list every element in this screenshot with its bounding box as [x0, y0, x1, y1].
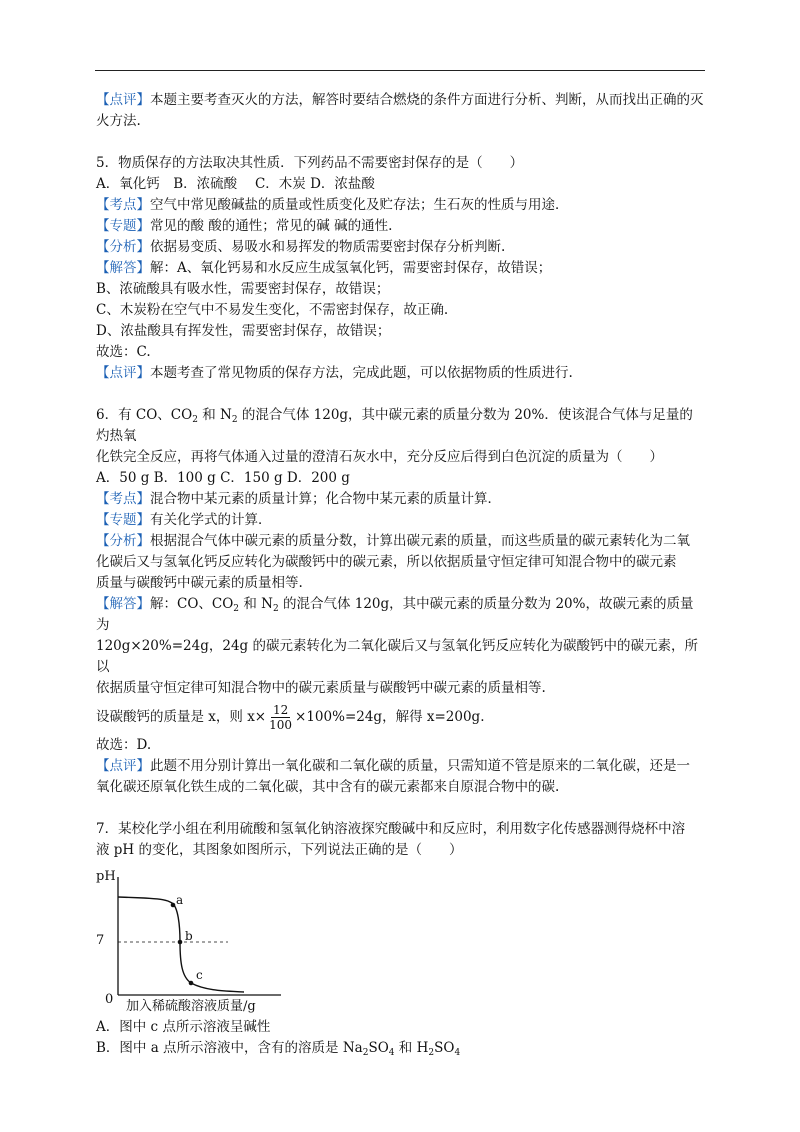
q6-kaodian: 【考点】混合物中某元素的质量计算；化合物中某元素的质量计算．	[96, 491, 501, 507]
tag-zhuanti: 【专题】	[96, 512, 150, 528]
tag-fenxi: 【分析】	[96, 533, 150, 549]
q7-stem: 7．某校化学小组在利用硫酸和氢氧化钠溶液探究酸碱中和反应时，利用数字化传感器测得烧杯中溶	[96, 821, 686, 837]
q4-comment: 【点评】本题主要考查灭火的方法，解答时要结合燃烧的条件方面进行分析、判断，从而找出正确的灭	[96, 92, 704, 108]
tag-kaodian: 【考点】	[96, 491, 150, 507]
q6-stem-cont: 化铁完全反应，再将气体通入过量的澄清石灰水中，充分反应后得到白色沉淀的质量为（ ）	[96, 449, 663, 465]
tag-pingyu: 【点评】	[96, 92, 150, 108]
header-rule	[95, 70, 705, 71]
point-a-marker	[171, 903, 176, 908]
q6-jieda-cont1: 120g×20%=24g，24g 的碳元素转化为二氧化碳后又与氢氧化钙反应转化为碳酸钙中的碳元素，所以	[96, 638, 698, 675]
q6-options: A．50 g B．100 g C．150 g D．200 g	[96, 470, 350, 486]
q5-jieda: 【解答】解：A、氧化钙易和水反应生成氢氧化钙，需要密封保存，故错误；	[96, 260, 552, 276]
tag-jieda: 【解答】	[96, 260, 150, 276]
q5-line-b: B、浓硫酸具有吸水性，需要密封保存，故错误；	[96, 281, 390, 297]
point-c-label: c	[196, 968, 203, 982]
q5-options: A．氧化钙 B．浓硫酸 C．木炭 D．浓盐酸	[96, 176, 375, 192]
q5-answer: 故选：C.	[96, 344, 151, 360]
point-c-marker	[189, 981, 194, 986]
q6-fenxi-cont1: 化碳后又与氢氧化钙反应转化为碳酸钙中的碳元素，所以依据质量守恒定律可知混合物中的碳元素	[96, 554, 677, 570]
q5-zhuanti: 【专题】常见的酸 酸的通性；常见的碱 碱的通性.	[96, 218, 393, 234]
q4-comment-cont: 火方法.	[96, 113, 141, 129]
tag-pingyu: 【点评】	[96, 758, 150, 774]
tag-jieda: 【解答】	[96, 596, 150, 612]
ph7-tick-label: 7	[96, 933, 105, 948]
q6-fenxi-cont2: 质量与碳酸钙中碳元素的质量相等.	[96, 575, 303, 591]
document-body	[96, 90, 706, 1059]
q5-line-d: D、浓盐酸具有挥发性，需要密封保存，故错误；	[96, 323, 391, 339]
point-b-label: b	[185, 929, 193, 943]
point-b-marker	[178, 940, 183, 945]
q6-pingyu: 【点评】此题不用分别计算出一氧化碳和二氧化碳的质量，只需知道不管是原来的二氧化碳，还是一	[96, 758, 690, 774]
q5-pingyu: 【点评】本题考查了常见物质的保存方法，完成此题，可以依据物质的性质进行.	[96, 365, 573, 381]
tag-zhuanti: 【专题】	[96, 218, 150, 234]
x-axis-label: 加入稀硫酸溶液质量/g	[126, 999, 256, 1014]
point-a-label: a	[176, 893, 184, 907]
q6-stem: 6．有 CO、$CO_2$ 和 $N_2$ 的混合气体 120g，其中碳元素的质量分数为 20%．使该混合气体与足量的灼热氧	[96, 407, 693, 444]
q6-calc: 设碳酸钙的质量是 x，则 x× $\frac{12}{100}$ ×100%=24g，解得 x=200g.	[96, 703, 485, 732]
tag-kaodian: 【考点】	[96, 197, 150, 213]
ph-curve	[118, 897, 244, 992]
q6-jieda-cont2: 依据质量守恒定律可知混合物中的碳元素质量与碳酸钙中碳元素的质量相等.	[96, 680, 546, 696]
q7-option-a: A．图中 c 点所示溶液呈碱性	[96, 1019, 271, 1035]
origin-label: 0	[105, 992, 114, 1007]
q6-pingyu-cont: 氧化碳还原氧化铁生成的二氧化碳，其中含有的碳元素都来自原混合物中的碳.	[96, 779, 560, 795]
q6-fenxi: 【分析】根据混合气体中碳元素的质量分数，计算出碳元素的质量，而这些质量的碳元素转化为二氧	[96, 533, 690, 549]
tag-fenxi: 【分析】	[96, 239, 150, 255]
q5-kaodian: 【考点】空气中常见酸碱盐的质量或性质变化及贮存法；生石灰的性质与用途．	[96, 197, 569, 213]
ph-curve-figure	[96, 865, 286, 1015]
y-axis-label: pH	[96, 869, 116, 884]
tag-pingyu: 【点评】	[96, 365, 150, 381]
q6-zhuanti: 【专题】有关化学式的计算．	[96, 512, 272, 528]
q7-stem-cont: 液 pH 的变化，其图象如图所示，下列说法正确的是（ ）	[96, 842, 463, 858]
q6-answer: 故选：D.	[96, 737, 152, 753]
q5-fenxi: 【分析】依据易变质、易吸水和易挥发的物质需要密封保存分析判断.	[96, 239, 506, 255]
q7-option-b: B．图中 a 点所示溶液中，含有的溶质是 $Na_2SO_4$ 和 $H_2SO_4$	[96, 1040, 461, 1058]
q5-line-c: C、木炭粉在空气中不易发生变化，不需密封保存，故正确.	[96, 302, 449, 318]
fraction: $\frac{12}{100}$	[269, 703, 293, 732]
q6-jieda: 【解答】解：CO、$CO_2$ 和 $N_2$ 的混合气体 120g，其中碳元素的质量分数为 20%，故碳元素的质量为	[96, 596, 694, 633]
q5-stem: 5．物质保存的方法取决其性质．下列药品不需要密封保存的是（ ）	[96, 155, 524, 171]
